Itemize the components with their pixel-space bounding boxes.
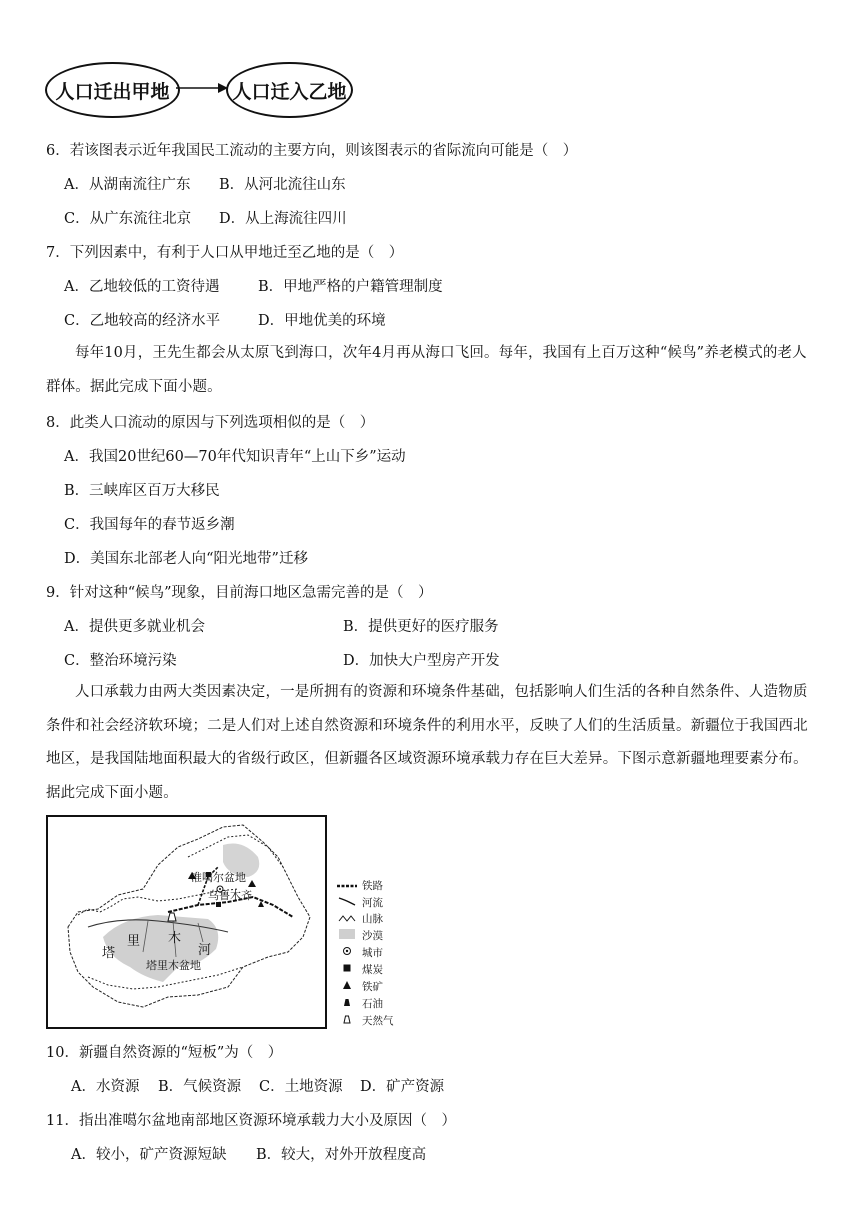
q6-option-a[interactable]: A．从湖南流往广东	[64, 177, 191, 193]
q7-option-b[interactable]: B．甲地严格的户籍管理制度	[258, 279, 443, 295]
legend-river-label: 河流	[362, 897, 383, 909]
q11-option-a[interactable]: A．较小，矿产资源短缺	[71, 1147, 227, 1163]
gas-icon	[336, 1014, 358, 1027]
q8-option-c[interactable]: C．我国每年的春节返乡潮	[64, 517, 235, 533]
xinjiang-map	[46, 815, 327, 1029]
river-icon	[336, 896, 358, 909]
legend-railway	[336, 878, 383, 893]
city-icon	[336, 946, 358, 959]
map-label-ta: 塔	[102, 946, 116, 961]
legend-city	[336, 945, 383, 960]
q7-option-a[interactable]: A．乙地较低的工资待遇	[64, 279, 220, 295]
oil-icon	[336, 997, 358, 1010]
flow-arrow	[176, 80, 228, 96]
legend-river	[336, 895, 383, 910]
map-label-tarim: 塔里木盆地	[146, 959, 201, 972]
q7-stem: 7．下列因素中，有利于人口从甲地迁至乙地的是（ ）	[46, 245, 404, 261]
flow-node-origin	[45, 62, 180, 118]
map-label-urumqi: 乌鲁木齐	[208, 889, 252, 902]
legend-mountain	[336, 911, 383, 926]
passage-houniao: 每年10月，王先生都会从太原飞到海口，次年4月再从海口飞回。每年，我国有上百万这种“候鸟”养老模式的老人群体。据此完成下面小题。	[46, 345, 807, 395]
legend-city-label: 城市	[362, 947, 383, 959]
q10-option-a[interactable]: A．水资源	[71, 1079, 140, 1095]
passage-xinjiang: 人口承载力由两大类因素决定，一是所拥有的资源和环境条件基础，包括影响人们生活的各种自然条件、人造物质条件和社会经济软环境；二是人们对上述自然资源和环境条件的利用水平，反映了人们的生活质量。新疆位于我国西北地区，是我国陆地面积最大的省级行政区，但新疆各区域资源环境承载力存在巨大差异。下图示意新疆地理要素分布。据此完成下面小题。	[46, 684, 808, 801]
q10-option-d[interactable]: D．矿产资源	[360, 1079, 445, 1095]
coal-icon	[336, 963, 358, 976]
q7-option-c[interactable]: C．乙地较高的经济水平	[64, 313, 221, 329]
flow-node-origin-label: 人口迁出甲地	[55, 80, 170, 103]
map-label-junggar: 准噶尔盆地	[191, 871, 246, 884]
legend-coal-label: 煤炭	[362, 964, 383, 976]
q8-stem: 8．此类人口流动的原因与下列选项相似的是（ ）	[46, 415, 375, 431]
q6-option-d[interactable]: D．从上海流往四川	[219, 211, 347, 227]
q8-option-d[interactable]: D．美国东北部老人向“阳光地带”迁移	[64, 551, 308, 567]
legend-oil	[336, 996, 383, 1011]
legend-gas-label: 天然气	[362, 1015, 394, 1027]
xinjiang-map-drawing	[48, 817, 325, 1027]
legend-desert	[336, 928, 383, 943]
q9-option-b[interactable]: B．提供更好的医疗服务	[343, 619, 499, 635]
q6-stem: 6．若该图表示近年我国民工流动的主要方向，则该图表示的省际流向可能是（ ）	[46, 143, 578, 159]
map-label-he: 河	[198, 943, 212, 958]
legend-iron-label: 铁矿	[362, 981, 383, 993]
q11-stem: 11．指出准噶尔盆地南部地区资源环境承载力大小及原因（ ）	[46, 1113, 456, 1129]
legend-iron	[336, 979, 383, 994]
mountain-icon	[336, 913, 358, 925]
legend-oil-label: 石油	[362, 998, 383, 1010]
q11-option-b[interactable]: B．较大，对外开放程度高	[256, 1147, 427, 1163]
railway-icon	[336, 880, 358, 892]
q7-option-d[interactable]: D．甲地优美的环境	[258, 313, 386, 329]
q9-stem: 9．针对这种“候鸟”现象，目前海口地区急需完善的是（ ）	[46, 585, 433, 601]
q10-option-b[interactable]: B．气候资源	[158, 1079, 242, 1095]
q8-option-b[interactable]: B．三峡库区百万大移民	[64, 483, 220, 499]
q10-option-c[interactable]: C．土地资源	[259, 1079, 343, 1095]
legend-railway-label: 铁路	[362, 880, 383, 892]
q9-option-a[interactable]: A．提供更多就业机会	[64, 619, 205, 635]
q10-stem: 10．新疆自然资源的“短板”为（ ）	[46, 1045, 283, 1061]
legend-gas	[336, 1013, 394, 1028]
q8-option-a[interactable]: A．我国20世纪60—70年代知识青年“上山下乡”运动	[64, 449, 406, 465]
flow-node-destination-label: 人口迁入乙地	[232, 80, 347, 103]
legend-mountain-label: 山脉	[362, 913, 383, 925]
map-label-li: 里	[127, 934, 141, 949]
legend-coal	[336, 962, 383, 977]
q6-option-c[interactable]: C．从广东流往北京	[64, 211, 192, 227]
q9-option-c[interactable]: C．整治环境污染	[64, 653, 177, 669]
q6-option-b[interactable]: B．从河北流往山东	[219, 177, 346, 193]
legend-desert-label: 沙漠	[362, 930, 383, 942]
q9-option-d[interactable]: D．加快大户型房产开发	[343, 653, 500, 669]
iron-icon	[336, 980, 358, 993]
map-label-mu: 木	[168, 931, 182, 946]
flow-node-destination	[226, 62, 353, 118]
desert-icon	[336, 929, 358, 942]
